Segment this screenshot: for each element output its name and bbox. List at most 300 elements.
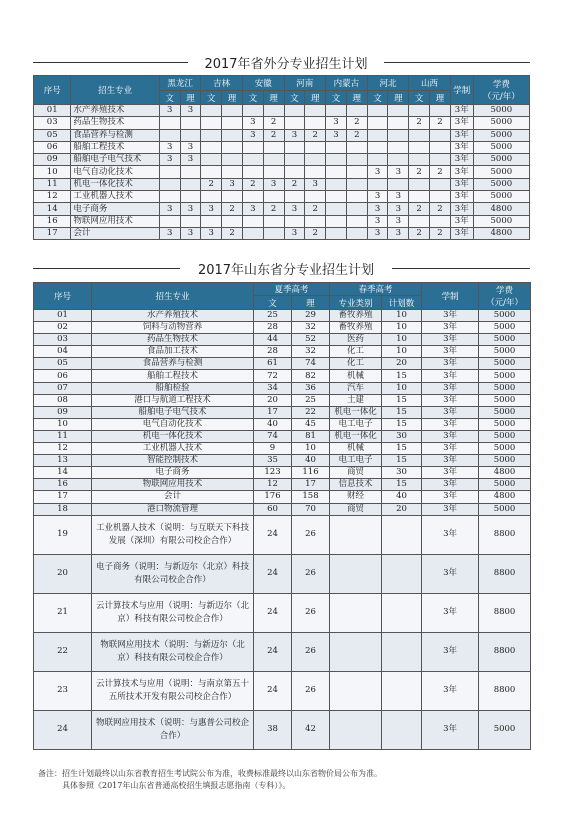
table-row xyxy=(34,346,531,358)
row-fee: 5000 xyxy=(479,394,531,406)
row-years: 3年 xyxy=(450,215,473,227)
row-li: 82 xyxy=(292,370,330,382)
row-quota: 30 xyxy=(382,467,422,479)
row-li: 32 xyxy=(292,346,330,358)
row-li: 42 xyxy=(292,710,330,749)
row-major: 电子商务（说明：与新迈尔（北京）科技有限公司校企合作） xyxy=(92,554,254,593)
table-row xyxy=(34,554,531,593)
row-years: 3年 xyxy=(422,334,479,346)
row-quota xyxy=(180,191,201,203)
row-major: 电气自动化技术 xyxy=(92,418,254,430)
row-quota: 10 xyxy=(382,382,422,394)
row-wen: 9 xyxy=(254,443,292,455)
row-quota: 20 xyxy=(382,503,422,515)
row-quota xyxy=(326,154,347,166)
header-li: 理 xyxy=(346,91,367,105)
row-quota xyxy=(409,215,430,227)
row-seq: 08 xyxy=(34,394,92,406)
row-fee: 5000 xyxy=(479,358,531,370)
header-province: 内蒙古 xyxy=(326,76,368,91)
row-quota: 3 xyxy=(159,105,180,117)
row-quota: 15 xyxy=(382,479,422,491)
row-quota xyxy=(430,141,451,153)
row-li: 25 xyxy=(292,394,330,406)
row-quota: 3 xyxy=(242,203,263,215)
table-row xyxy=(34,191,530,203)
row-wen: 17 xyxy=(254,406,292,418)
row-quota xyxy=(346,203,367,215)
table-row xyxy=(34,394,531,406)
row-major: 船舶工程技术 xyxy=(71,141,159,153)
row-quota xyxy=(382,632,422,671)
row-years: 3年 xyxy=(422,554,479,593)
row-years: 3年 xyxy=(422,370,479,382)
row-li: 40 xyxy=(292,455,330,467)
header-wen: 文 xyxy=(254,296,292,310)
row-quota: 3 xyxy=(159,141,180,153)
row-fee: 5000 xyxy=(473,215,529,227)
row-quota xyxy=(201,141,222,153)
row-wen: 24 xyxy=(254,593,292,632)
row-wen: 61 xyxy=(254,358,292,370)
header-wen: 文 xyxy=(284,91,305,105)
row-quota xyxy=(346,227,367,239)
row-quota: 2 xyxy=(263,117,284,129)
row-fee: 8800 xyxy=(479,593,531,632)
row-fee: 5000 xyxy=(479,443,531,455)
row-quota: 3 xyxy=(201,203,222,215)
row-quota xyxy=(201,215,222,227)
out-of-province-table xyxy=(33,75,530,240)
row-quota: 2 xyxy=(305,203,326,215)
row-quota xyxy=(222,117,243,129)
table-row xyxy=(34,479,531,491)
row-years: 3年 xyxy=(422,418,479,430)
row-quota xyxy=(382,671,422,710)
row-major: 会计 xyxy=(71,227,159,239)
fee-label: 学费 xyxy=(496,286,514,296)
row-seq: 24 xyxy=(34,710,92,749)
row-wen: 24 xyxy=(254,632,292,671)
row-wen: 12 xyxy=(254,479,292,491)
fee-label: 学费 xyxy=(492,80,510,90)
row-fee: 5000 xyxy=(473,191,529,203)
row-years: 3年 xyxy=(450,154,473,166)
row-seq: 06 xyxy=(34,141,71,153)
row-quota xyxy=(326,105,347,117)
row-category: 机电一体化 xyxy=(330,406,382,418)
header-li: 理 xyxy=(430,91,451,105)
row-quota xyxy=(382,593,422,632)
row-quota xyxy=(201,191,222,203)
row-li: 81 xyxy=(292,430,330,442)
row-quota xyxy=(284,117,305,129)
row-quota xyxy=(430,191,451,203)
row-quota xyxy=(222,215,243,227)
row-wen: 20 xyxy=(254,394,292,406)
row-category: 电工电子 xyxy=(330,418,382,430)
header-fee xyxy=(479,283,531,310)
row-seq: 14 xyxy=(34,467,92,479)
row-major: 饲料与动物营养 xyxy=(92,322,254,334)
table-row xyxy=(34,491,531,503)
row-seq: 10 xyxy=(34,166,71,178)
row-quota xyxy=(346,166,367,178)
row-quota xyxy=(284,191,305,203)
header-years: 学制 xyxy=(450,76,473,105)
row-quota: 15 xyxy=(382,443,422,455)
table-row xyxy=(34,166,530,178)
row-quota: 2 xyxy=(409,227,430,239)
row-quota xyxy=(222,105,243,117)
row-quota: 3 xyxy=(326,129,347,141)
row-li: 45 xyxy=(292,418,330,430)
row-major: 药品生物技术 xyxy=(71,117,159,129)
row-years: 3年 xyxy=(450,178,473,190)
header-li: 理 xyxy=(180,91,201,105)
section2-title-bar xyxy=(0,258,572,278)
row-years: 3年 xyxy=(422,632,479,671)
row-category xyxy=(330,515,382,554)
row-quota xyxy=(346,178,367,190)
row-quota xyxy=(367,178,388,190)
row-quota xyxy=(242,191,263,203)
table-row xyxy=(34,593,531,632)
row-quota: 2 xyxy=(263,203,284,215)
row-major: 食品加工技术 xyxy=(92,346,254,358)
row-quota: 15 xyxy=(382,406,422,418)
table-row xyxy=(34,178,530,190)
row-fee: 8800 xyxy=(479,554,531,593)
table-row xyxy=(34,358,531,370)
row-quota: 2 xyxy=(409,203,430,215)
row-fee: 8800 xyxy=(479,671,531,710)
row-category xyxy=(330,554,382,593)
row-seq: 03 xyxy=(34,117,71,129)
row-years: 3年 xyxy=(422,671,479,710)
row-quota xyxy=(409,178,430,190)
row-quota xyxy=(388,129,409,141)
row-quota xyxy=(180,117,201,129)
row-major: 云计算技术与应用（说明：与南京第五十五所技术开发有限公司校企合作） xyxy=(92,671,254,710)
row-years: 3年 xyxy=(422,430,479,442)
header-province: 吉林 xyxy=(201,76,243,91)
row-quota: 2 xyxy=(222,227,243,239)
row-seq: 20 xyxy=(34,554,92,593)
row-quota xyxy=(388,178,409,190)
row-quota xyxy=(305,141,326,153)
row-fee: 8800 xyxy=(479,632,531,671)
row-fee: 5000 xyxy=(479,334,531,346)
row-major: 物联网应用技术 xyxy=(92,479,254,491)
row-li: 22 xyxy=(292,406,330,418)
row-quota xyxy=(159,178,180,190)
row-seq: 21 xyxy=(34,593,92,632)
row-wen: 28 xyxy=(254,346,292,358)
row-category: 汽车 xyxy=(330,382,382,394)
row-quota xyxy=(326,141,347,153)
row-years: 3年 xyxy=(422,346,479,358)
row-quota: 10 xyxy=(382,310,422,322)
row-li: 26 xyxy=(292,632,330,671)
row-quota xyxy=(284,166,305,178)
row-fee: 5000 xyxy=(479,310,531,322)
row-seq: 16 xyxy=(34,479,92,491)
row-li: 17 xyxy=(292,479,330,491)
row-seq: 17 xyxy=(34,227,71,239)
row-li: 29 xyxy=(292,310,330,322)
row-li: 26 xyxy=(292,671,330,710)
row-wen: 24 xyxy=(254,554,292,593)
row-li: 158 xyxy=(292,491,330,503)
row-quota xyxy=(242,154,263,166)
row-li: 32 xyxy=(292,322,330,334)
row-quota xyxy=(346,141,367,153)
row-major: 食品营养与检测 xyxy=(71,129,159,141)
row-major: 机电一体化技术 xyxy=(92,430,254,442)
row-wen: 123 xyxy=(254,467,292,479)
row-quota xyxy=(326,203,347,215)
footnote-line2: 具体参照《2017年山东省普通高校招生填报志愿指南（专科）》。 xyxy=(62,781,291,790)
row-category: 商贸 xyxy=(330,467,382,479)
row-category: 财经 xyxy=(330,491,382,503)
row-quota: 2 xyxy=(409,166,430,178)
row-seq: 18 xyxy=(34,503,92,515)
row-quota xyxy=(159,191,180,203)
row-quota xyxy=(305,191,326,203)
header-province: 河南 xyxy=(284,76,326,91)
row-quota xyxy=(430,129,451,141)
row-quota xyxy=(263,154,284,166)
row-quota xyxy=(284,141,305,153)
header-major: 招生专业 xyxy=(92,283,254,310)
row-major: 物联网应用技术 xyxy=(71,215,159,227)
row-quota: 3 xyxy=(326,117,347,129)
row-fee: 5000 xyxy=(473,117,529,129)
row-quota xyxy=(409,105,430,117)
row-quota xyxy=(382,554,422,593)
row-quota xyxy=(409,154,430,166)
row-seq: 10 xyxy=(34,418,92,430)
row-years: 3年 xyxy=(450,141,473,153)
shandong-table xyxy=(33,282,531,750)
row-years: 3年 xyxy=(422,310,479,322)
row-quota xyxy=(242,215,263,227)
row-quota: 2 xyxy=(305,129,326,141)
row-years: 3年 xyxy=(450,203,473,215)
header-province: 安徽 xyxy=(242,76,284,91)
row-quota xyxy=(409,129,430,141)
row-seq: 06 xyxy=(34,370,92,382)
row-seq: 22 xyxy=(34,632,92,671)
row-quota: 3 xyxy=(201,227,222,239)
row-major: 智能控制技术 xyxy=(92,455,254,467)
table-row xyxy=(34,632,531,671)
row-quota: 2 xyxy=(409,117,430,129)
row-major: 物联网应用技术（说明：与惠普公司校企合作） xyxy=(92,710,254,749)
row-quota xyxy=(222,154,243,166)
row-fee: 5000 xyxy=(479,455,531,467)
row-quota xyxy=(305,105,326,117)
row-li: 52 xyxy=(292,334,330,346)
row-seq: 07 xyxy=(34,382,92,394)
row-years: 3年 xyxy=(422,394,479,406)
section2-title: 2017年山东省分专业招生计划 xyxy=(197,263,375,278)
row-category: 化工 xyxy=(330,346,382,358)
row-quota: 3 xyxy=(284,129,305,141)
row-fee: 8800 xyxy=(479,515,531,554)
table-row xyxy=(34,671,531,710)
row-years: 3年 xyxy=(422,358,479,370)
row-seq: 14 xyxy=(34,203,71,215)
header-quota: 计划数 xyxy=(382,296,422,310)
row-category xyxy=(330,632,382,671)
row-quota xyxy=(430,178,451,190)
row-quota xyxy=(367,117,388,129)
row-quota xyxy=(242,105,263,117)
table-row xyxy=(34,443,531,455)
row-wen: 38 xyxy=(254,710,292,749)
row-quota: 3 xyxy=(388,215,409,227)
row-quota xyxy=(201,105,222,117)
row-quota xyxy=(263,141,284,153)
row-quota: 3 xyxy=(284,227,305,239)
row-years: 3年 xyxy=(422,503,479,515)
row-quota xyxy=(284,105,305,117)
row-fee: 5000 xyxy=(473,141,529,153)
row-quota xyxy=(430,215,451,227)
row-fee: 5000 xyxy=(479,418,531,430)
row-fee: 5000 xyxy=(479,479,531,491)
row-quota: 2 xyxy=(222,203,243,215)
row-quota xyxy=(305,154,326,166)
row-li: 26 xyxy=(292,593,330,632)
header-years: 学制 xyxy=(422,283,479,310)
row-major: 工业机器人技术 xyxy=(71,191,159,203)
footnote xyxy=(38,768,382,792)
row-major: 船舶检验 xyxy=(92,382,254,394)
row-major: 船舶电子电气技术 xyxy=(92,406,254,418)
row-fee: 5000 xyxy=(479,322,531,334)
row-quota xyxy=(388,141,409,153)
header-province: 山西 xyxy=(409,76,451,91)
row-fee: 5000 xyxy=(473,129,529,141)
header-major: 招生专业 xyxy=(71,76,159,105)
header-wen: 文 xyxy=(242,91,263,105)
row-quota xyxy=(326,227,347,239)
table-row xyxy=(34,310,531,322)
row-quota xyxy=(367,129,388,141)
table-row xyxy=(34,370,531,382)
row-quota: 2 xyxy=(242,178,263,190)
header-li: 理 xyxy=(305,91,326,105)
row-quota xyxy=(242,166,263,178)
row-major: 机电一体化技术 xyxy=(71,178,159,190)
row-li: 10 xyxy=(292,443,330,455)
row-quota xyxy=(388,154,409,166)
row-quota: 2 xyxy=(305,227,326,239)
row-years: 3年 xyxy=(422,515,479,554)
row-fee: 4800 xyxy=(473,203,529,215)
row-quota xyxy=(388,105,409,117)
table-row xyxy=(34,227,530,239)
row-quota: 3 xyxy=(159,154,180,166)
row-seq: 11 xyxy=(34,430,92,442)
row-category xyxy=(330,593,382,632)
row-quota: 3 xyxy=(180,227,201,239)
table-row xyxy=(34,334,531,346)
row-seq: 01 xyxy=(34,105,71,117)
header-category: 专业类别 xyxy=(330,296,382,310)
header-fee xyxy=(473,76,529,105)
row-quota: 3 xyxy=(367,166,388,178)
header-wen: 文 xyxy=(201,91,222,105)
row-quota xyxy=(222,141,243,153)
row-wen: 44 xyxy=(254,334,292,346)
row-years: 3年 xyxy=(422,406,479,418)
row-major: 电气自动化技术 xyxy=(71,166,159,178)
header-wen: 文 xyxy=(409,91,430,105)
row-quota: 10 xyxy=(382,346,422,358)
row-quota: 3 xyxy=(367,215,388,227)
row-quota xyxy=(409,141,430,153)
row-seq: 12 xyxy=(34,191,71,203)
row-category: 医药 xyxy=(330,334,382,346)
row-wen: 40 xyxy=(254,418,292,430)
row-fee: 5000 xyxy=(479,406,531,418)
row-category xyxy=(330,671,382,710)
row-quota xyxy=(430,154,451,166)
row-quota: 30 xyxy=(382,430,422,442)
row-category: 商贸 xyxy=(330,503,382,515)
table-row xyxy=(34,117,530,129)
row-quota: 3 xyxy=(180,105,201,117)
row-quota xyxy=(263,227,284,239)
row-major: 港口物流管理 xyxy=(92,503,254,515)
row-years: 3年 xyxy=(450,105,473,117)
row-quota xyxy=(263,166,284,178)
row-quota xyxy=(263,191,284,203)
title-rule-right xyxy=(384,62,530,63)
row-years: 3年 xyxy=(422,382,479,394)
table-row xyxy=(34,503,531,515)
row-quota xyxy=(242,227,263,239)
table-row xyxy=(34,141,530,153)
row-quota xyxy=(180,215,201,227)
row-major: 水产养殖技术 xyxy=(92,310,254,322)
row-quota xyxy=(326,178,347,190)
row-quota xyxy=(201,166,222,178)
row-category: 化工 xyxy=(330,358,382,370)
row-wen: 176 xyxy=(254,491,292,503)
row-quota xyxy=(242,141,263,153)
row-quota: 2 xyxy=(430,203,451,215)
row-major: 食品营养与检测 xyxy=(92,358,254,370)
row-quota xyxy=(305,117,326,129)
header-li: 理 xyxy=(263,91,284,105)
header-seq: 序号 xyxy=(34,283,92,310)
row-quota: 2 xyxy=(430,166,451,178)
row-quota xyxy=(305,215,326,227)
row-fee: 5000 xyxy=(473,154,529,166)
footnote-line1: 备注：招生计划最终以山东省教育招生考试院公布为准，收费标准最终以山东省物价局公布为准。 xyxy=(38,769,382,778)
row-seq: 03 xyxy=(34,334,92,346)
row-quota: 3 xyxy=(263,178,284,190)
row-fee: 5000 xyxy=(479,503,531,515)
row-quota xyxy=(409,191,430,203)
row-quota xyxy=(284,154,305,166)
row-quota xyxy=(222,166,243,178)
